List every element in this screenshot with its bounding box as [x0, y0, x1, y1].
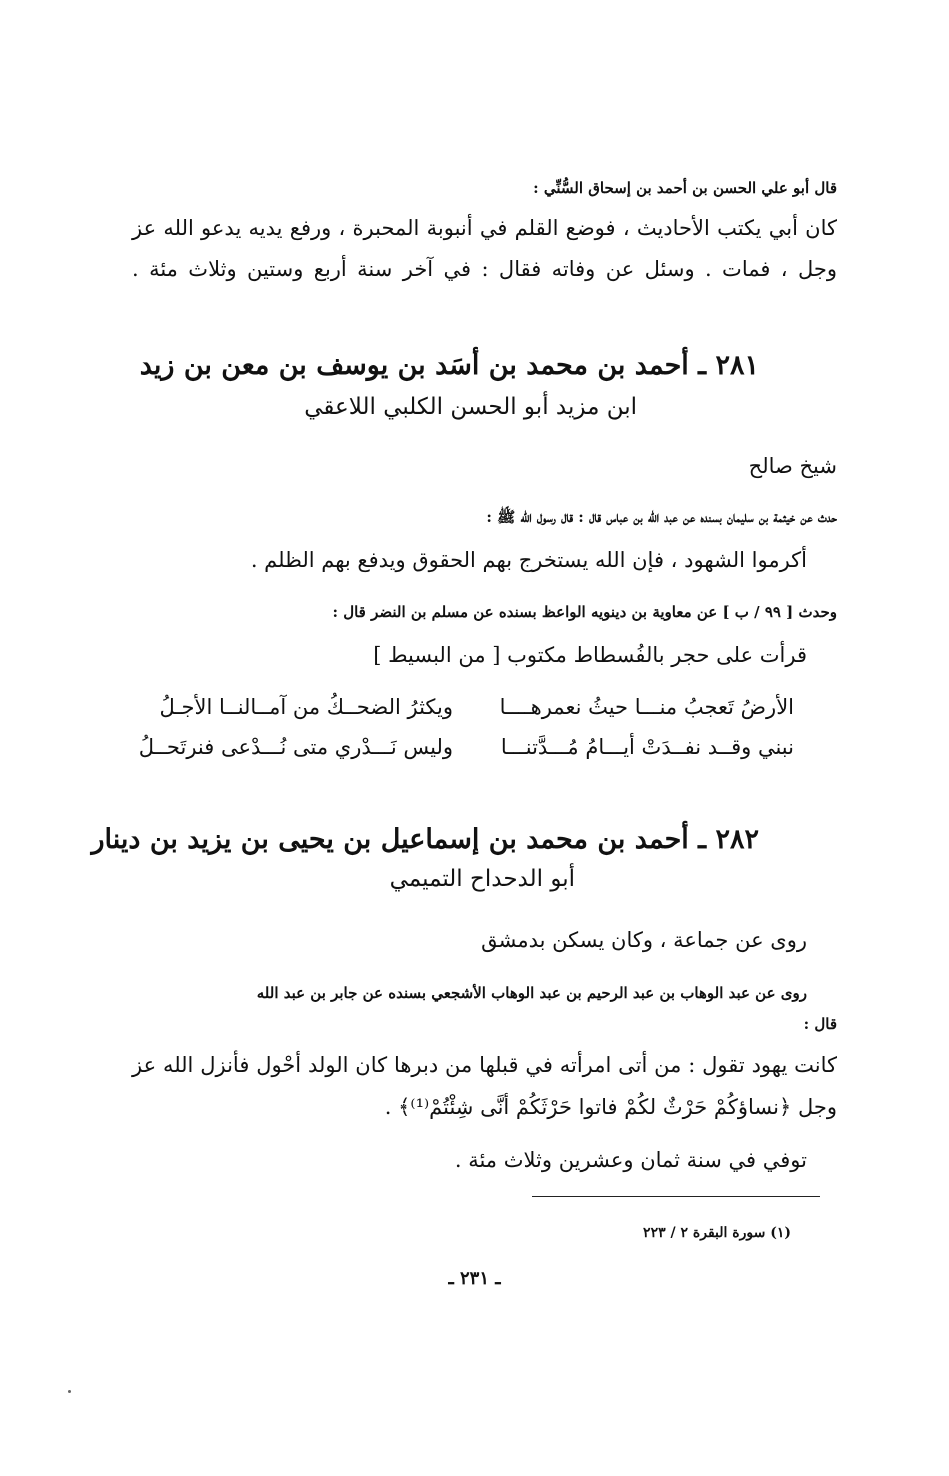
- entry-282-subtitle: أبو الدحداح التميمي: [389, 866, 575, 892]
- entry-282-text-1: كانت يهود تقول : من أتى امرأته في قبلها من دبرها كان الولد أحْول فأنزل الله عز: [132, 1053, 837, 1077]
- entry-281-description: شيخ صالح: [748, 454, 837, 478]
- entry-282-description: روى عن جماعة ، وكان يسكن بدمشق: [481, 928, 807, 952]
- intro-line-2: كان أبي يكتب الأحاديث ، فوضع القلم في أنبوبة المحبرة ، ورفع يديه يدعو الله عز: [132, 216, 837, 240]
- verse-2-hemistich-2: وليس نَـــدْري متى نُـــدْعى فنرتَحــلُ: [138, 735, 453, 759]
- scan-speck: [68, 1390, 71, 1393]
- footnote: (١) سورة البقرة ٢ / ٢٢٣: [643, 1225, 791, 1241]
- entry-282-title: ٢٨٢ ـ أحمد بن محمد بن إسماعيل بن يحيى بن يزيد بن دينار: [91, 824, 759, 855]
- entry-282-isnad-end: قال :: [803, 1015, 837, 1033]
- entry-281-hadith: أكرموا الشهود ، فإن الله يستخرج بهم الحقوق ويدفع بهم الظلم .: [250, 548, 807, 572]
- entry-281-title: ٢٨١ ـ أحمد بن محمد بن أسَد بن يوسف بن معن بن زيد: [139, 350, 759, 381]
- intro-attribution: قال أبو علي الحسن بن أحمد بن إسحاق السُّنِّي :: [533, 179, 837, 197]
- entry-282-quran-verse: وجل ﴿نساؤكُمْ حَرْثٌ لكُمْ فاتوا حَرْثَكُمْ أنَّى شِئْتُمْ⁽¹⁾﴾ .: [384, 1095, 837, 1119]
- page-number: ـ ٢٣١ ـ: [448, 1268, 501, 1289]
- entry-282-death: توفي في سنة ثمان وعشرين وثلاث مئة .: [454, 1148, 807, 1172]
- footnote-separator: [532, 1196, 820, 1197]
- intro-line-3: وجل ، فمات . وسئل عن وفاته فقال : في آخر سنة أربع وستين وثلاث مئة .: [132, 257, 837, 281]
- entry-281-subtitle: ابن مزيد أبو الحسن الكلبي اللاعقي: [304, 394, 637, 420]
- verse-1-hemistich-1: الأرضُ تَعجبُ منـــا حيثُ نعمرهــــا: [499, 695, 794, 719]
- verse-1-hemistich-2: ويكثرُ الضحــكُ من آمــالنــا الأجـلُ: [159, 695, 453, 719]
- verse-2-hemistich-1: نبني وقــد نفــدَتْ أيـــامُ مُـــدَّتنـــا: [500, 735, 794, 759]
- entry-281-isnad-2: وحدث [ ٩٩ / ب ] عن معاوية بن دينويه الواعظ بسنده عن مسلم بن النضر قال :: [332, 603, 837, 621]
- entry-282-isnad: روى عن عبد الوهاب بن عبد الرحيم بن عبد الوهاب الأشجعي بسنده عن جابر بن عبد الله: [256, 984, 807, 1002]
- entry-281-isnad-1: حدث عن خيثمة بن سليمان بسنده عن عبد الله بن عباس قال : قال رسول الله ﷺ :: [486, 508, 837, 526]
- entry-281-inscription-intro: قرأت على حجر بالفُسطاط مكتوب [ من البسيط ]: [373, 643, 807, 667]
